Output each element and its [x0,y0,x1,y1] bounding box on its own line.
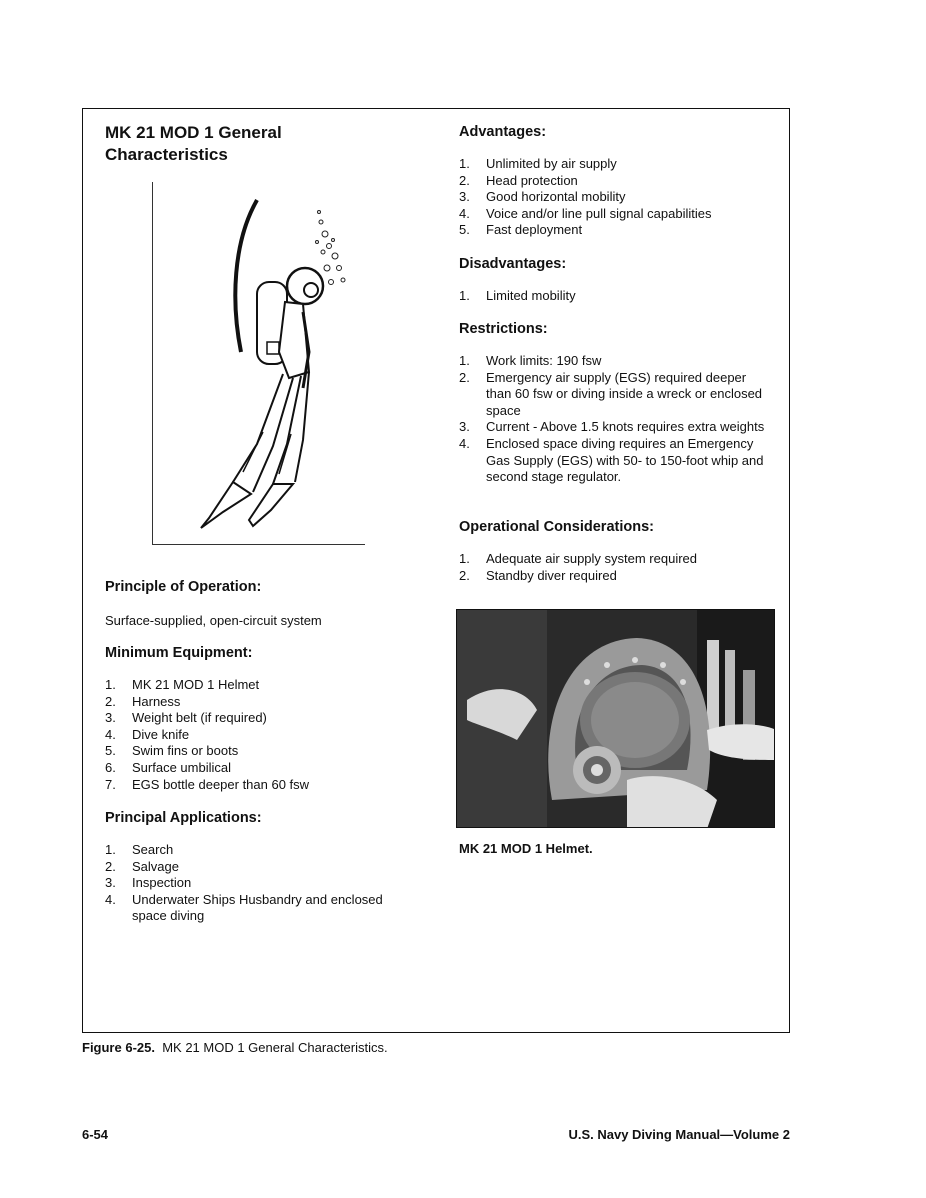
figure-caption [82,1040,388,1055]
item-number: 2. [105,858,116,874]
list-item [459,568,779,585]
item-number: 5. [105,743,116,759]
item-text: Limited mobility [486,288,576,303]
list-item [459,370,774,420]
item-number: 1. [105,677,116,692]
item-text: Current - Above 1.5 knots requires extra weights [486,419,765,435]
operational-list [459,551,779,584]
item-text: Unlimited by air supply [486,156,617,171]
advantages-list [459,156,779,239]
item-number: 1. [459,551,470,566]
item-number: 4. [459,205,470,221]
item-text: Enclosed space diving requires an Emergency Gas Supply (EGS) with 50- to 150-foot whip and second stage regulator. [486,435,764,485]
principle-text: Surface-supplied, open-circuit system [105,613,322,628]
diver-drawing [153,182,365,544]
item-text: Weight belt (if required) [132,710,267,726]
list-item [105,760,415,777]
item-text: Surface umbilical [132,759,231,775]
item-text: MK 21 MOD 1 Helmet [132,677,260,692]
list-item [105,842,405,859]
list-item [459,353,774,370]
list-item [105,677,415,694]
restrictions-heading: Restrictions: [459,321,548,337]
item-text: Head protection [486,172,578,188]
list-item [459,189,779,206]
figure-label: Figure 6-25. [82,1040,155,1055]
list-item [105,875,405,892]
list-item [459,288,779,305]
item-number: 2. [459,369,470,385]
manual-title: U.S. Navy Diving Manual—Volume 2 [568,1127,790,1142]
item-text: Dive knife [132,726,190,742]
helmet-photo-drawing [457,610,775,828]
restrictions-list [459,353,774,486]
item-number: 1. [459,288,470,303]
list-item [459,156,779,173]
page-title: MK 21 MOD 1 General Characteristics [105,123,282,164]
list-item [459,206,779,223]
item-number: 2. [105,693,116,709]
item-text: Good horizontal mobility [486,189,626,205]
list-item [105,727,415,744]
page-number: 6-54 [82,1127,109,1142]
item-number: 5. [459,222,470,238]
item-number: 3. [105,710,116,726]
operational-heading: Operational Considerations: [459,519,654,535]
advantages-heading: Advantages: [459,124,547,140]
item-number: 1. [459,156,470,171]
item-text: EGS bottle deeper than 60 fsw [132,776,310,792]
item-text: Salvage [132,858,179,874]
item-text: Emergency air supply (EGS) required deeper than 60 fsw or diving inside a wreck or enclosed space [486,369,763,418]
item-number: 2. [459,567,470,583]
disadvantages-heading: Disadvantages: [459,256,567,272]
item-text: Work limits: 190 fsw [486,353,602,368]
list-item [459,419,774,436]
item-number: 1. [459,353,470,368]
minimum-equipment-heading: Minimum Equipment: [105,645,253,661]
item-text: Standby diver required [486,567,617,583]
item-text: Voice and/or line pull signal capabilities [486,205,712,221]
list-item [105,743,415,760]
item-text: Adequate air supply system required [486,551,698,566]
item-number: 4. [105,891,116,907]
item-number: 3. [459,419,470,435]
list-item [459,222,779,239]
item-number: 3. [105,875,116,891]
photo-caption: MK 21 MOD 1 Helmet. [459,841,593,856]
principal-applications-heading: Principal Applications: [105,810,262,826]
item-text: Harness [132,693,181,709]
disadvantages-list [459,288,779,305]
list-item [105,710,415,727]
principal-applications-list [105,842,405,925]
helmet-photo [456,609,775,828]
diver-illustration [152,182,365,545]
minimum-equipment-list [105,677,415,793]
item-text: Inspection [132,875,192,891]
item-number: 6. [105,759,116,775]
figure-caption-text: MK 21 MOD 1 General Characteristics. [162,1040,388,1055]
item-number: 1. [105,842,116,857]
principle-heading: Principle of Operation: [105,579,262,595]
list-item [105,694,415,711]
list-item [105,892,405,925]
item-text: Swim fins or boots [132,743,239,759]
list-item [105,859,405,876]
item-number: 7. [105,776,116,792]
list-item [459,551,779,568]
list-item [105,777,415,794]
item-text: Underwater Ships Husbandry and enclosed space diving [132,891,383,924]
list-item [459,436,774,486]
item-number: 4. [459,435,470,451]
item-number: 4. [105,726,116,742]
item-number: 2. [459,172,470,188]
item-number: 3. [459,189,470,205]
item-text: Search [132,842,174,857]
item-text: Fast deployment [486,222,583,238]
list-item [459,173,779,190]
